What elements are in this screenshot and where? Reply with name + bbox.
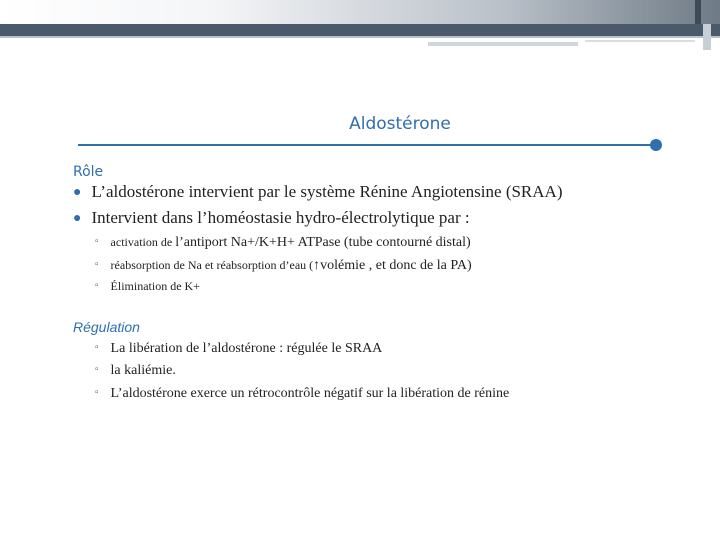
title-divider <box>78 144 654 146</box>
role-bullet-1 <box>73 182 563 202</box>
role-sub-item-2 <box>95 256 472 274</box>
sub-item-text: l’antiport Na+/K+H+ ATPase <box>175 235 341 250</box>
sub-item-text: (tube contourné distal) <box>340 235 471 250</box>
round-bullet-icon: ● <box>73 185 82 200</box>
header-accent-line <box>585 40 695 42</box>
square-bullet-icon: ▫ <box>95 387 99 398</box>
divider-end-dot-icon <box>650 139 662 151</box>
header-gradient-band <box>0 0 720 24</box>
regulation-item-3 <box>95 386 509 402</box>
regulation-item-text: La libération de l’aldostérone : régulée le SRAA <box>110 341 383 356</box>
regulation-item-text: la kaliémie. <box>110 363 176 378</box>
regulation-item-2 <box>95 363 176 379</box>
header-right-block <box>695 0 701 24</box>
sub-item-text: Élimination de K+ <box>110 279 200 293</box>
regulation-item-text: L’aldostérone exerce un rétrocontrôle négatif sur la libération de rénine <box>110 386 510 401</box>
sub-item-text: activation de <box>110 235 176 249</box>
header-right-block-light <box>703 24 711 50</box>
square-bullet-icon: ▫ <box>95 342 99 353</box>
square-bullet-icon: ▫ <box>95 280 99 291</box>
slide-title: Aldostérone <box>349 114 451 134</box>
regulation-heading: Régulation <box>73 319 140 335</box>
header-accent-bar <box>428 42 578 46</box>
square-bullet-icon: ▫ <box>95 236 99 247</box>
sub-item-text: réabsorption de Na et réabsorption d’eau ( <box>110 258 314 272</box>
role-bullet-2 <box>73 208 470 228</box>
header-dark-stripe <box>0 24 720 36</box>
square-bullet-icon: ▫ <box>95 259 99 270</box>
role-bullet-text: L’aldostérone intervient par le système Rénine Angiotensine (SRAA) <box>91 182 563 201</box>
role-heading: Rôle <box>73 164 104 180</box>
role-sub-item-3 <box>95 277 200 295</box>
square-bullet-icon: ▫ <box>95 364 99 375</box>
regulation-item-1 <box>95 341 382 357</box>
role-bullet-text: Intervient dans l’homéostasie hydro-électrolytique par : <box>91 208 470 227</box>
round-bullet-icon: ● <box>73 211 82 226</box>
header-light-stripe <box>0 36 720 38</box>
role-sub-item-1 <box>95 233 471 251</box>
sub-item-text: ↑volémie , et donc de la PA) <box>313 258 472 273</box>
